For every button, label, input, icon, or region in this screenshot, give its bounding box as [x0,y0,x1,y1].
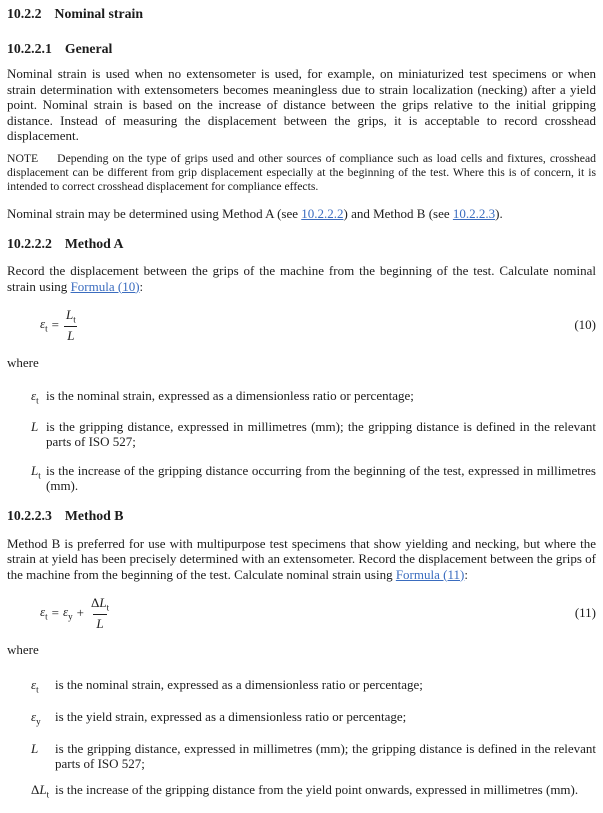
where-label: where [7,642,39,658]
formula-10-number: (10) [574,317,596,332]
definition-text: is the gripping distance, expressed in millimetres (mm); the gripping distance is defined in the relevant parts of ISO 527; [46,418,596,450]
equals-sign: = [51,317,59,332]
heading-title: Method B [64,507,124,523]
fraction [88,595,112,631]
link-10-2-2-2[interactable]: 10.2.2.2 [301,205,344,221]
note-label: NOTE [7,151,39,165]
heading-nominal-strain [7,6,596,21]
where-label: where [7,355,39,370]
definition-row [31,741,596,772]
definition-text: is the gripping distance, expressed in millimetres (mm); the gripping distance is defined in the relevant parts of ISO 527; [55,740,596,772]
heading-title: Method A [64,236,124,251]
formula-10 [40,305,596,345]
symbol-delta-L-t: $\Delta L_t$ [31,781,50,800]
text-segment: : [464,566,468,582]
formula-11 [40,593,596,633]
definition-row [31,709,596,730]
fraction-denominator: L [64,326,77,343]
heading-method-b [7,508,596,523]
text-segment: Record the displacement between the grips of the machine from the beginning of the test. Calculate nominal strain using [7,263,596,294]
definition-text: is the increase of the gripping distance from the yield point onwards, expressed in millimetres (mm). [55,781,579,797]
formula-11-equation [40,595,112,631]
text-segment: ) and Method B (see [343,205,453,221]
note-paragraph [7,152,596,194]
heading-title: General [64,41,113,56]
definition-row [31,677,596,698]
heading-method-a [7,236,596,251]
epsilon-t-symbol: $\varepsilon_t$ [40,604,48,622]
formula-10-equation [40,307,79,343]
symbol-epsilon-t: $\varepsilon_t$ [31,387,39,406]
fraction-denominator: L [93,614,106,631]
definition-row [31,463,596,494]
definition-text: is the increase of the gripping distance occurring from the beginning of the test, expressed in millimetres (mm). [46,462,596,494]
definition-text: is the nominal strain, expressed as a dimensionless ratio or percentage; [55,676,423,692]
heading-number: 10.2.2.1 [7,41,52,56]
fraction-numerator: $\Delta L_t$ [90,595,110,613]
general-paragraph: Nominal strain is used when no extensometer is used, for example, on miniaturized test specimens or when strain determination with extensometers becomes meaningless due to strain localization (necking) after a yield point. Nominal strain is based on the increase of distance between the grips relative to the initial gripping distance. Instead of measuring the displacement between the grips, it is acceptable to record crosshead displacement. [7,66,596,143]
heading-general [7,41,596,56]
fraction-numerator: $L_t$ [65,307,76,325]
symbol-L-t: $L_t$ [31,462,41,481]
equals-sign: = [51,605,59,621]
definition-text: is the yield strain, expressed as a dimensionless ratio or percentage; [55,708,407,724]
method-b-paragraph [7,536,596,583]
formula-11-number: (11) [574,605,596,621]
definition-row [31,419,596,450]
note-text: Depending on the type of grips used and other sources of compliance such as load cells and fixtures, crosshead displacement can be different from grip displacement especially at the beginning of the test. Where this is of concern, it is intended to correct crosshead displacement for compliance effects. [7,151,596,193]
definition-text: is the nominal strain, expressed as a dimensionless ratio or percentage; [46,387,414,403]
definition-row [31,782,596,803]
method-a-paragraph [7,263,596,294]
heading-number: 10.2.2 [7,6,42,21]
heading-number: 10.2.2.2 [7,236,52,251]
epsilon-y-symbol: $\varepsilon_y$ [62,604,73,622]
link-formula-10[interactable]: Formula (10) [70,278,140,294]
symbol-epsilon-y: $\varepsilon_y$ [31,708,41,727]
methods-paragraph [7,206,596,222]
epsilon-symbol: $\varepsilon_t$ [40,316,48,334]
symbol-epsilon-t: $\varepsilon_t$ [31,676,39,695]
text-segment: Method B is preferred for use with multipurpose test specimens that show yielding and necking, but where the strain at yield has been precisely determined with an extensometer. Record the displacement between the grips of the machine from the beginning of the test. Calculate nominal strain using [7,535,596,582]
symbol-L: L [31,740,39,756]
text-segment: ). [495,205,503,221]
link-10-2-2-3[interactable]: 10.2.2.3 [452,205,496,221]
plus-sign: + [76,605,84,621]
text-segment: : [139,278,144,294]
link-formula-11[interactable]: Formula (11) [395,566,465,582]
definition-row [31,388,596,409]
heading-title: Nominal strain [54,6,144,21]
heading-number: 10.2.2.3 [7,507,52,523]
text-segment: Nominal strain may be determined using Method A (see [7,205,302,221]
fraction [63,307,79,343]
symbol-L: L [31,418,39,434]
